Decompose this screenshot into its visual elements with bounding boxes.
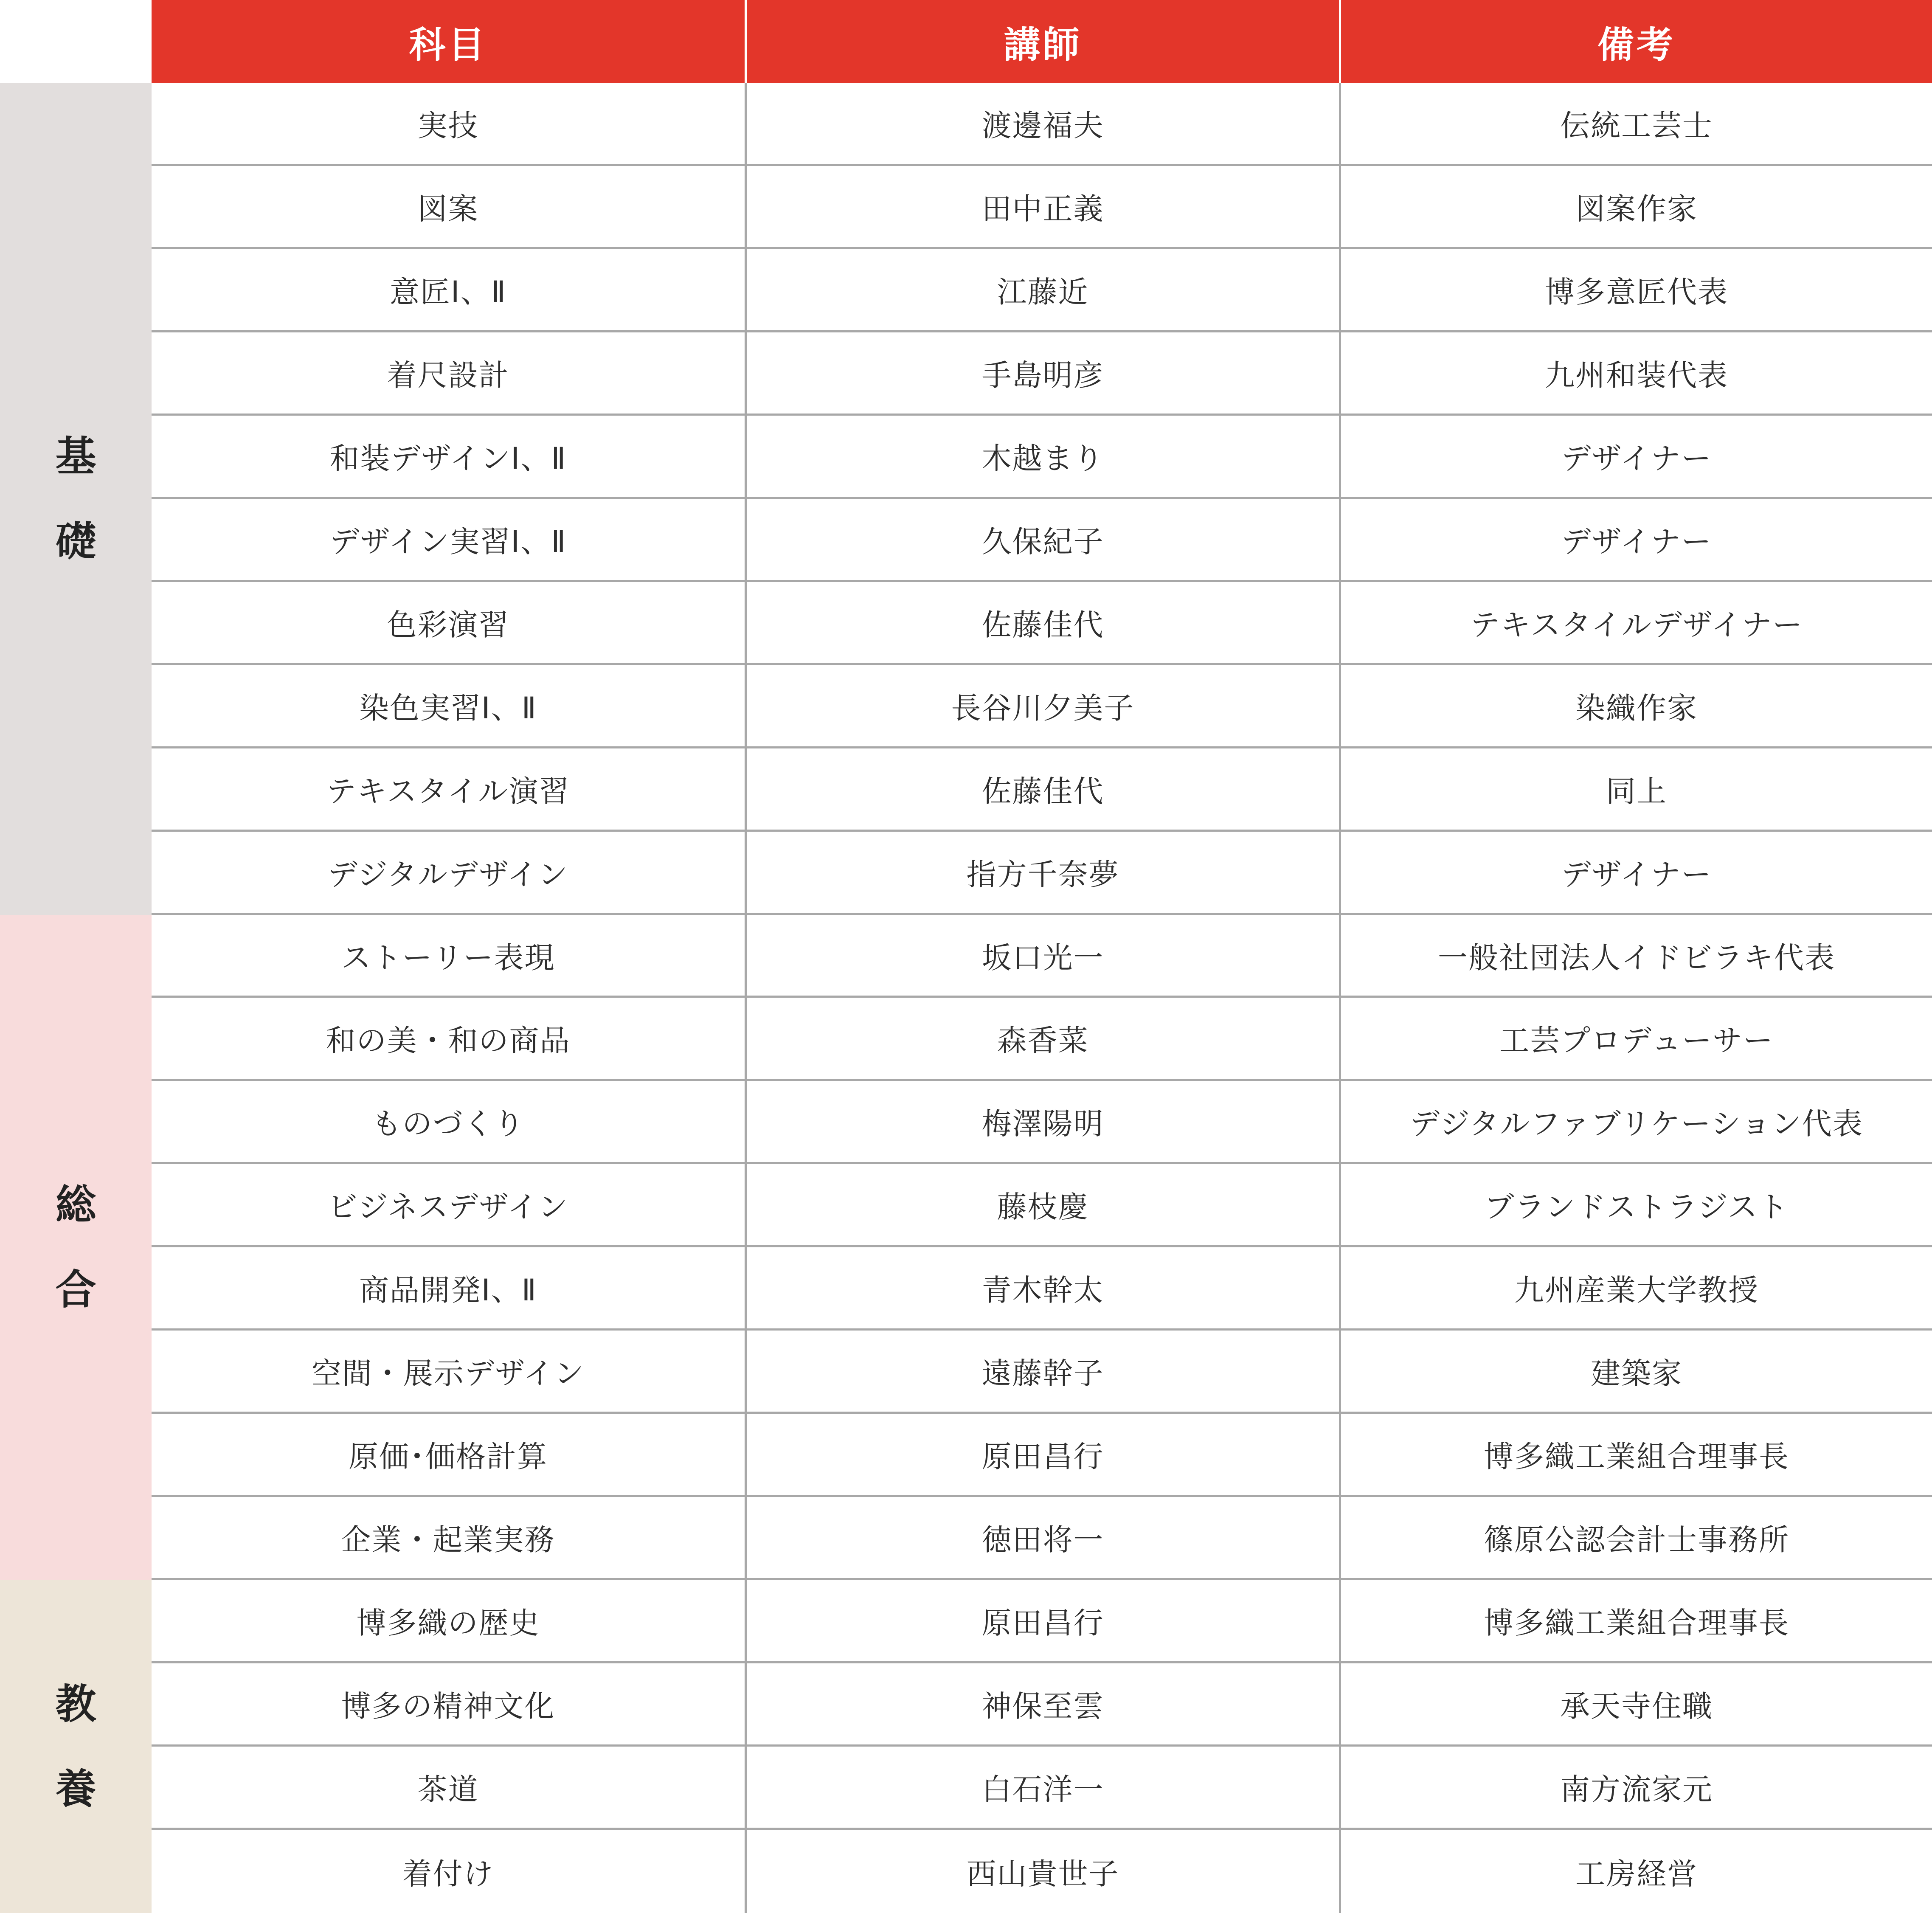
table-row bbox=[152, 1081, 1932, 1164]
subject-cell: テキスタイル演習 bbox=[326, 774, 570, 809]
teacher-cell: 手島明彦 bbox=[981, 357, 1104, 393]
category-label-char: 総 bbox=[55, 1181, 96, 1229]
note-cell: テキスタイルデザイナー bbox=[1470, 607, 1803, 642]
note-cell: デジタルファブリケーション代表 bbox=[1410, 1106, 1863, 1142]
table-row bbox=[152, 1331, 1932, 1414]
table-row bbox=[152, 1830, 1932, 1913]
note-cell: ブランドストラジスト bbox=[1484, 1190, 1789, 1225]
subject-cell: 色彩演習 bbox=[387, 607, 509, 642]
table-row bbox=[152, 1414, 1932, 1497]
subject-cell: 博多織の歴史 bbox=[356, 1606, 540, 1641]
teacher-cell: 田中正義 bbox=[981, 191, 1104, 226]
subject-cell: 図案 bbox=[417, 191, 479, 226]
note-cell: 九州和装代表 bbox=[1545, 357, 1728, 393]
category-label-char: 教 bbox=[55, 1680, 96, 1728]
category-label-char: 養 bbox=[55, 1765, 96, 1813]
note-cell: デザイナー bbox=[1561, 857, 1712, 892]
teacher-cell: 白石洋一 bbox=[981, 1772, 1104, 1807]
note-cell: 伝統工芸士 bbox=[1560, 108, 1713, 143]
table-row bbox=[152, 166, 1932, 249]
subject-cell: デジタルデザイン bbox=[328, 857, 568, 892]
subject-cell: 実技 bbox=[417, 108, 479, 143]
subject-cell: デザイン実習Ⅰ、Ⅱ bbox=[329, 524, 567, 559]
note-cell: 工芸プロデューサー bbox=[1499, 1023, 1774, 1058]
category-label-char: 合 bbox=[55, 1266, 96, 1314]
table-row bbox=[152, 1497, 1932, 1580]
teacher-cell: 遠藤幹子 bbox=[981, 1356, 1104, 1391]
teacher-cell: 久保紀子 bbox=[981, 524, 1104, 559]
note-cell: 承天寺住職 bbox=[1560, 1689, 1713, 1724]
teacher-cell: 指方千奈夢 bbox=[966, 857, 1119, 892]
subject-cell: ものづくり bbox=[371, 1106, 525, 1142]
header-subject: 科目 bbox=[409, 23, 487, 66]
subject-cell: 染色実習Ⅰ、Ⅱ bbox=[359, 690, 537, 726]
table-row bbox=[152, 416, 1932, 499]
teacher-cell: 渡邊福夫 bbox=[981, 108, 1104, 143]
subject-cell: ビジネスデザイン bbox=[327, 1190, 569, 1225]
note-cell: 博多織工業組合理事長 bbox=[1484, 1439, 1789, 1474]
teacher-cell: 徳田将一 bbox=[981, 1522, 1104, 1558]
teacher-cell: 神保至雲 bbox=[981, 1689, 1104, 1724]
table-row bbox=[152, 1663, 1932, 1747]
table-body bbox=[152, 83, 1932, 1913]
column-divider bbox=[1339, 83, 1341, 1913]
column-divider bbox=[745, 83, 747, 1913]
note-cell: 博多意匠代表 bbox=[1545, 274, 1728, 309]
note-cell: 工房経営 bbox=[1575, 1856, 1698, 1891]
note-cell: 染織作家 bbox=[1575, 690, 1698, 726]
table-row bbox=[152, 1164, 1932, 1247]
teacher-cell: 佐藤佳代 bbox=[981, 607, 1104, 642]
subject-cell: 原価･価格計算 bbox=[349, 1439, 548, 1474]
subject-cell: 和装デザインⅠ、Ⅱ bbox=[329, 441, 567, 476]
table-row bbox=[152, 748, 1932, 832]
note-cell: 九州産業大学教授 bbox=[1514, 1273, 1759, 1308]
teacher-cell: 江藤近 bbox=[997, 274, 1089, 309]
note-cell: デザイナー bbox=[1561, 441, 1712, 476]
table-row bbox=[152, 665, 1932, 748]
table-row bbox=[152, 499, 1932, 582]
subject-cell: ストーリー表現 bbox=[341, 940, 555, 975]
teacher-cell: 原田昌行 bbox=[981, 1439, 1104, 1474]
table-row bbox=[152, 332, 1932, 416]
teacher-cell: 森香菜 bbox=[997, 1023, 1089, 1058]
subject-cell: 意匠Ⅰ、Ⅱ bbox=[389, 274, 507, 309]
note-cell: 建築家 bbox=[1591, 1356, 1682, 1391]
category-label-char: 基 bbox=[55, 432, 96, 480]
subject-cell: 茶道 bbox=[417, 1772, 479, 1807]
category-block bbox=[0, 1580, 152, 1913]
subject-cell: 着尺設計 bbox=[387, 357, 509, 393]
table-row bbox=[152, 915, 1932, 998]
teacher-cell: 梅澤陽明 bbox=[981, 1106, 1104, 1142]
header-teacher: 講師 bbox=[1004, 23, 1082, 66]
teacher-cell: 佐藤佳代 bbox=[981, 774, 1104, 809]
note-cell: 篠原公認会計士事務所 bbox=[1484, 1522, 1789, 1558]
teacher-cell: 西山貴世子 bbox=[966, 1856, 1119, 1891]
note-cell: 博多織工業組合理事長 bbox=[1484, 1606, 1789, 1641]
table-row bbox=[152, 582, 1932, 665]
category-block bbox=[0, 915, 152, 1581]
note-cell: デザイナー bbox=[1561, 524, 1712, 559]
subject-cell: 和の美・和の商品 bbox=[326, 1023, 571, 1058]
table-row bbox=[152, 1247, 1932, 1331]
table-row bbox=[152, 832, 1932, 915]
table-row bbox=[152, 249, 1932, 332]
note-cell: 同上 bbox=[1606, 774, 1667, 809]
teacher-cell: 藤枝慶 bbox=[997, 1190, 1089, 1225]
table-row bbox=[152, 1580, 1932, 1663]
teacher-cell: 原田昌行 bbox=[981, 1606, 1104, 1641]
note-cell: 一般社団法人イドビラキ代表 bbox=[1438, 940, 1835, 975]
header-note: 備考 bbox=[1597, 23, 1676, 66]
subject-cell: 空間・展示デザイン bbox=[311, 1356, 585, 1391]
subject-cell: 商品開発Ⅰ、Ⅱ bbox=[359, 1273, 537, 1308]
note-cell: 図案作家 bbox=[1575, 191, 1698, 226]
note-cell: 南方流家元 bbox=[1560, 1772, 1713, 1807]
subject-cell: 着付け bbox=[402, 1856, 494, 1891]
teacher-cell: 坂口光一 bbox=[981, 940, 1104, 975]
category-block bbox=[0, 83, 152, 915]
subject-cell: 企業・起業実務 bbox=[341, 1522, 555, 1558]
teacher-cell: 木越まり bbox=[981, 441, 1104, 476]
category-label-char: 礎 bbox=[55, 517, 96, 565]
table-row bbox=[152, 998, 1932, 1081]
teacher-cell: 青木幹太 bbox=[981, 1273, 1104, 1308]
subject-cell: 博多の精神文化 bbox=[341, 1689, 555, 1724]
teacher-cell: 長谷川夕美子 bbox=[951, 690, 1135, 726]
table-row bbox=[152, 83, 1932, 166]
table-header bbox=[152, 0, 1932, 83]
table-row bbox=[152, 1747, 1932, 1830]
